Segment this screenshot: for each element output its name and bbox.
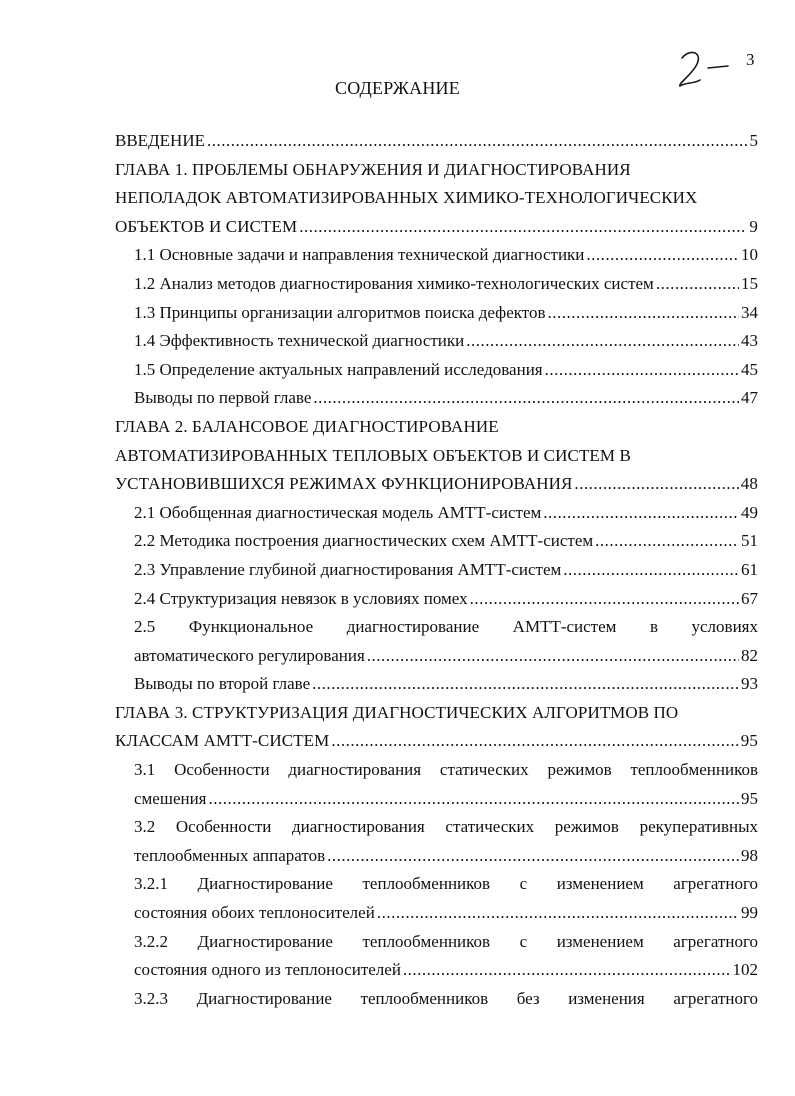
page-ref: 99 <box>741 903 758 923</box>
dot-leader <box>595 527 739 556</box>
dot-leader <box>312 670 739 699</box>
dot-leader <box>574 470 738 499</box>
page-ref: 10 <box>741 245 758 265</box>
dot-leader <box>543 499 739 528</box>
toc-entry-3-2[interactable]: 3.2 Особенности диагностирования статических режимов рекуперативных теплообменных аппаратов ..... 98 <box>115 813 758 870</box>
page-ref: 5 <box>749 131 758 150</box>
toc-entry-3-2-2[interactable]: 3.2.2 Диагностирование теплообменников с изменением агрегатного состояния одного из теплоносителей ..... 102 <box>115 928 758 985</box>
page-ref: 102 <box>732 960 758 980</box>
page-ref: 9 <box>749 216 758 236</box>
toc-entry-3-2-3[interactable]: 3.2.3 Диагностирование теплообменников без изменения агрегатного <box>134 988 759 1008</box>
page-ref: 82 <box>741 645 758 665</box>
dot-leader <box>656 270 739 299</box>
dot-leader <box>403 956 731 985</box>
toc-entry-2-4[interactable]: 2.4 Структуризация невязок в условиях помех ..... 67 <box>115 585 758 614</box>
toc-entry-1-3[interactable]: 1.3 Принципы организации алгоритмов поиска дефектов ..... 34 <box>115 299 758 328</box>
toc-entry-intro[interactable]: ВВЕДЕНИЕ ..... 5 <box>115 127 758 156</box>
toc-entry-chapter-2[interactable]: ГЛАВА 2. БАЛАНСОВОЕ ДИАГНОСТИРОВАНИЕ АВТОМАТИЗИРОВАННЫХ ТЕПЛОВЫХ ОБЪЕКТОВ И СИСТЕМ В УСТАНОВИВШИХСЯ РЕЖИМАХ ФУНКЦИОНИРОВАНИЯ ..... 48 <box>115 413 758 499</box>
page-ref: 95 <box>740 731 758 751</box>
dot-leader <box>313 384 739 413</box>
page-ref: 15 <box>741 273 758 293</box>
toc-entry-chapter-3[interactable]: ГЛАВА 3. СТРУКТУРИЗАЦИЯ ДИАГНОСТИЧЕСКИХ АЛГОРИТМОВ ПО КЛАССАМ АМТТ-СИСТЕМ ..... 95 <box>115 699 758 756</box>
dot-leader <box>367 642 739 671</box>
page-ref: 67 <box>741 588 758 608</box>
dot-leader <box>466 327 739 356</box>
page-ref: 34 <box>741 302 758 322</box>
toc-entry-2-3[interactable]: 2.3 Управление глубиной диагностирования АМТТ-систем ..... 61 <box>115 556 758 585</box>
page-number: 3 <box>746 50 755 69</box>
page-ref: 49 <box>741 502 758 522</box>
toc-entry-conclusions-1[interactable]: Выводы по первой главе ..... 47 <box>115 384 758 413</box>
page-ref: 43 <box>741 331 758 351</box>
dot-leader <box>377 899 739 928</box>
toc-entry-3-1[interactable]: 3.1 Особенности диагностирования статических режимов теплообменников смешения ..... 95 <box>115 756 758 813</box>
toc-entry-1-5[interactable]: 1.5 Определение актуальных направлений исследования ..... 45 <box>115 356 758 385</box>
dot-leader <box>327 842 739 871</box>
page-ref: 93 <box>741 674 758 694</box>
dot-leader <box>299 213 747 242</box>
toc-entry-2-5[interactable]: 2.5 Функциональное диагностирование АМТТ-систем в условиях автоматического регулирования ..... 82 <box>115 613 758 670</box>
toc-entry-chapter-1[interactable]: ГЛАВА 1. ПРОБЛЕМЫ ОБНАРУЖЕНИЯ И ДИАГНОСТИРОВАНИЯ НЕПОЛАДОК АВТОМАТИЗИРОВАННЫХ ХИМИКО-ТЕХНОЛОГИЧЕСКИХ ОБЪЕКТОВ И СИСТЕМ ..... 9 <box>115 156 758 242</box>
page-ref: 45 <box>741 359 758 379</box>
dot-leader <box>470 585 739 614</box>
dot-leader <box>209 785 740 814</box>
dot-leader <box>563 556 739 585</box>
page-ref: 61 <box>741 559 758 579</box>
dot-leader <box>586 241 739 270</box>
page-ref: 95 <box>741 788 758 808</box>
toc-entry-2-2[interactable]: 2.2 Методика построения диагностических схем АМТТ-систем ..... 51 <box>115 527 758 556</box>
toc-entry-3-2-1[interactable]: 3.2.1 Диагностирование теплообменников с изменением агрегатного состояния обоих теплоносителей ..... 99 <box>115 870 758 927</box>
table-of-contents <box>115 127 758 1013</box>
page-ref: 98 <box>741 845 758 865</box>
toc-entry-2-1[interactable]: 2.1 Обобщенная диагностическая модель АМТТ-систем ..... 49 <box>115 499 758 528</box>
dot-leader <box>545 356 739 385</box>
page-ref: 48 <box>740 474 758 494</box>
page-ref: 47 <box>741 388 758 408</box>
dot-leader <box>331 727 738 756</box>
toc-entry-1-4[interactable]: 1.4 Эффективность технической диагностики ..... 43 <box>115 327 758 356</box>
page-ref: 51 <box>741 531 758 551</box>
dot-leader <box>548 299 739 328</box>
toc-entry-1-1[interactable]: 1.1 Основные задачи и направления технической диагностики ..... 10 <box>115 241 758 270</box>
dot-leader <box>207 127 748 156</box>
toc-entry-1-2[interactable]: 1.2 Анализ методов диагностирования химико-технологических систем ..... 15 <box>115 270 758 299</box>
page-title: СОДЕРЖАНИЕ <box>335 78 460 98</box>
toc-entry-conclusions-2[interactable]: Выводы по второй главе ..... 93 <box>115 670 758 699</box>
